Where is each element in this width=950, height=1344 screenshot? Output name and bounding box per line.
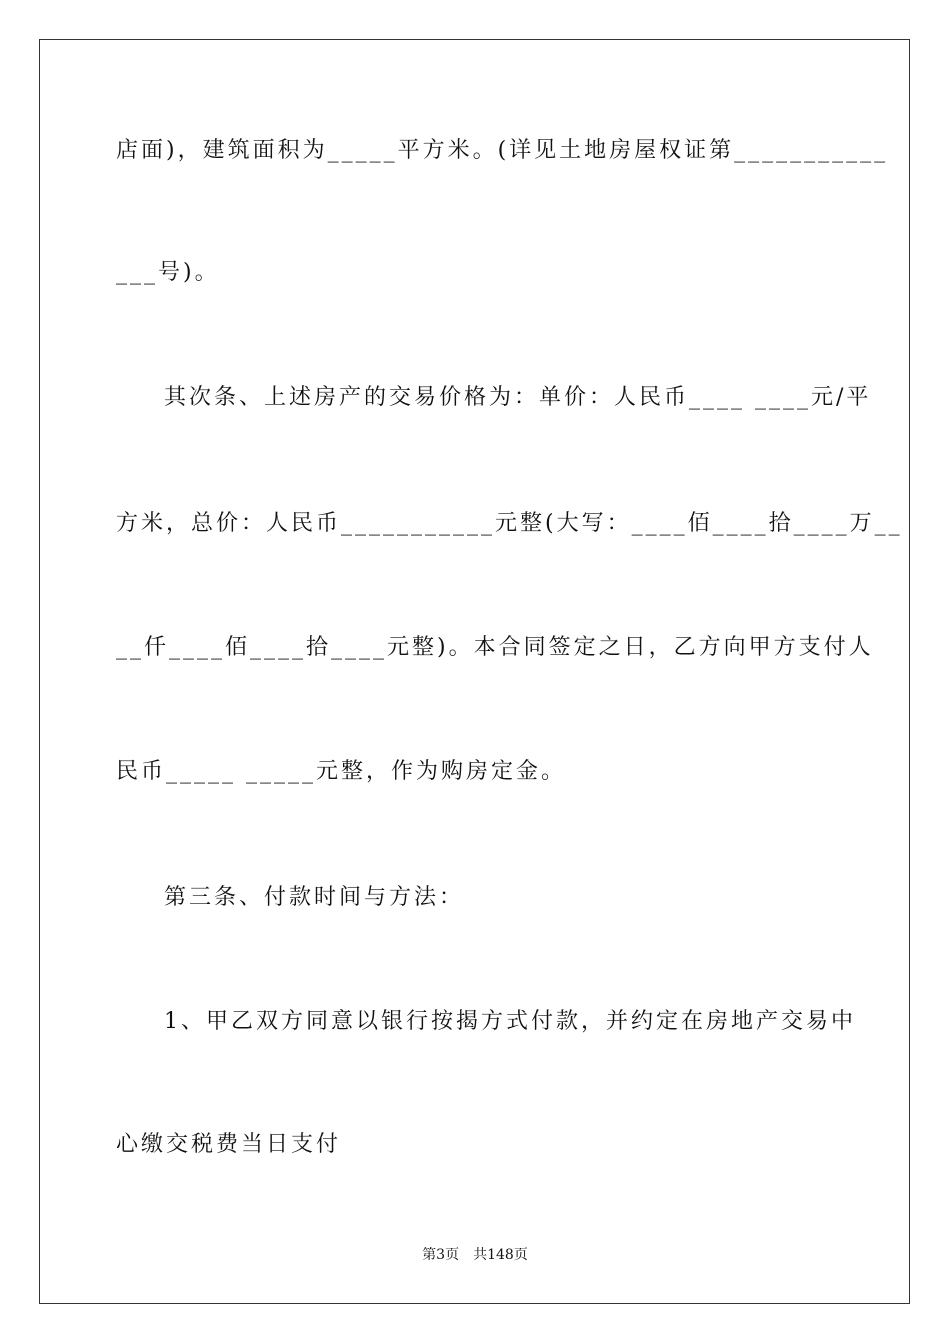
text-line-3: 其次条、上述房产的交易价格为：单价：人民币____ ____元/平: [164, 385, 872, 410]
text-line-9: 心缴交税费当日支付: [116, 1132, 342, 1157]
text-line-7: 第三条、付款时间与方法：: [164, 885, 465, 910]
text-line-4: 方米，总价：人民币___________元整(大写：____佰____拾____万__: [116, 511, 903, 536]
text-line-8: 1、甲乙双方同意以银行按揭方式付款，并约定在房地产交易中: [164, 1009, 856, 1034]
page-border: [39, 39, 910, 1304]
text-line-6: 民币_____ _____元整，作为购房定金。: [116, 759, 566, 784]
text-line-2: ___号)。: [116, 260, 220, 285]
text-line-1: 店面)，建筑面积为_____平方米。(详见土地房屋权证第___________: [116, 138, 889, 163]
text-line-5: __仟____佰____拾____元整)。本合同签定之日，乙方向甲方支付人: [116, 635, 874, 660]
total-pages: 共148页: [473, 1247, 528, 1263]
page-number: 第3页: [422, 1247, 460, 1263]
page-footer: [0, 1246, 950, 1264]
